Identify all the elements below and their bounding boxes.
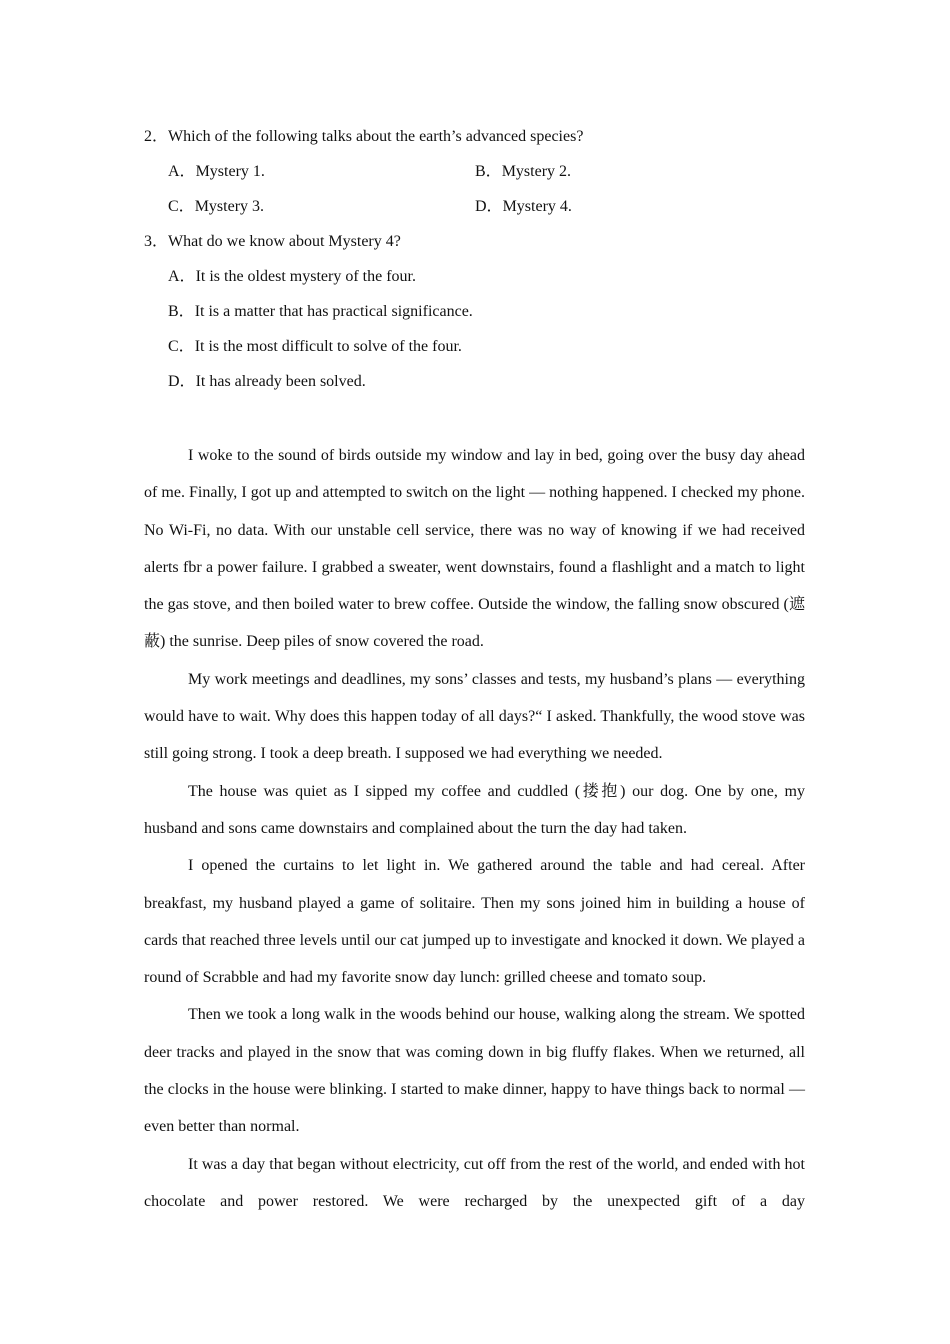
- option-text: It has already been solved.: [195, 373, 366, 390]
- question-3-stem: [144, 232, 401, 252]
- option-letter: D．: [475, 198, 503, 215]
- question-2-option-d[interactable]: [475, 197, 572, 217]
- option-text: Mystery 3.: [194, 198, 265, 215]
- passage-paragraph-6: It was a day that began without electricity, cut off from the rest of the world, and ended with hot chocolate and power restored. We were recharged by the unexpected gift of a day: [144, 1155, 805, 1210]
- passage-paragraph-3: The house was quiet as I sipped my coffee and cuddled (搂抱) our dog. One by one, my husband and sons came downstairs and complained about the turn the day had taken.: [144, 782, 805, 837]
- question-3-option-a[interactable]: [168, 267, 416, 287]
- question-text: Which of the following talks about the earth’s advanced species?: [168, 128, 584, 145]
- option-text: Mystery 1.: [195, 163, 265, 180]
- option-letter: B．: [475, 163, 502, 180]
- option-text: It is the oldest mystery of the four.: [195, 268, 416, 285]
- option-letter: C．: [168, 338, 195, 355]
- passage-paragraph-1: I woke to the sound of birds outside my window and lay in bed, going over the busy day ahead of me. Finally, I got up and attempted to switch on the light — nothing happened. I checked my phone. No Wi-Fi, no data. With our unstable cell service, there was no way of knowing if we had received alerts fbr a power failure. I grabbed a sweater, went downstairs, found a flashlight and a match to light the gas stove, and then boiled water to brew coffee. Outside the window, the falling snow obscured (遮蔽) the sunrise. Deep piles of snow covered the road.: [144, 447, 805, 651]
- option-text: It is a matter that has practical significance.: [194, 303, 473, 320]
- question-number: 2．: [144, 128, 169, 145]
- question-2-option-b[interactable]: [475, 162, 571, 182]
- reading-passage: [144, 437, 805, 1220]
- option-text: It is the most difficult to solve of the four.: [194, 338, 462, 355]
- option-text: Mystery 2.: [501, 163, 572, 180]
- question-text: What do we know about Mystery 4?: [168, 233, 401, 250]
- option-letter: A．: [168, 163, 196, 180]
- passage-paragraph-4: I opened the curtains to let light in. We gathered around the table and had cereal. After breakfast, my husband played a game of solitaire. Then my sons joined him in building a house of cards that reached three levels until our cat jumped up to investigate and knocked it down. We played a round of Scrabble and had my favorite snow day lunch: grilled cheese and tomato soup.: [144, 857, 805, 987]
- question-2-stem: [144, 127, 583, 147]
- passage-paragraph-2: My work meetings and deadlines, my sons’ classes and tests, my husband’s plans — everything would have to wait. Why does this happen today of all days?“ I asked. Thankfully, the wood stove was still going strong. I took a deep breath. I supposed we had everything we needed.: [144, 670, 805, 763]
- option-letter: B．: [168, 303, 195, 320]
- option-letter: D．: [168, 373, 196, 390]
- option-text: Mystery 4.: [502, 198, 572, 215]
- question-3-option-b[interactable]: [168, 302, 473, 322]
- option-letter: C．: [168, 198, 195, 215]
- passage-paragraph-5: Then we took a long walk in the woods behind our house, walking along the stream. We spotted deer tracks and played in the snow that was coming down in big fluffy flakes. When we returned, all the clocks in the house were blinking. I started to make dinner, happy to have things back to normal — even better than normal.: [144, 1006, 805, 1136]
- question-3-option-c[interactable]: [168, 337, 462, 357]
- option-letter: A．: [168, 268, 196, 285]
- question-2-option-c[interactable]: [168, 197, 264, 217]
- question-number: 3．: [144, 233, 169, 250]
- question-3-option-d[interactable]: [168, 372, 366, 392]
- question-2-option-a[interactable]: [168, 162, 265, 182]
